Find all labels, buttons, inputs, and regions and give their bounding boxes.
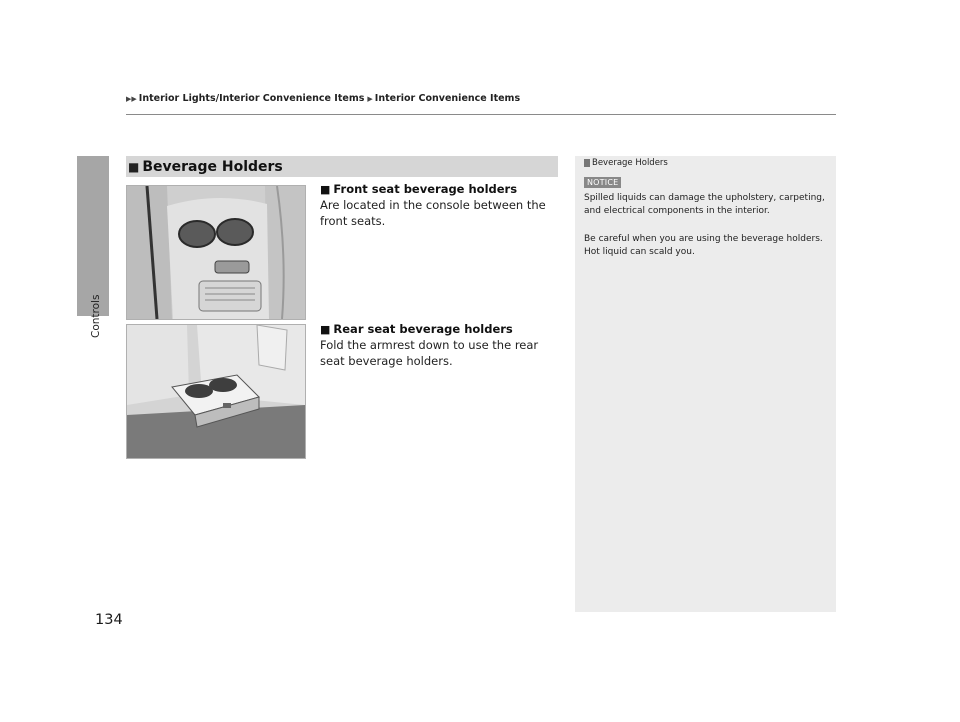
notice-text: Spilled liquids can damage the upholstery, carpeting, and electrical components in the interior. xyxy=(584,193,825,216)
breadcrumb-arrow-icon: ▶ xyxy=(367,94,373,103)
square-bullet-icon: ■ xyxy=(128,159,140,174)
subsection-heading: Front seat beverage holders xyxy=(333,182,518,196)
front-beverage-holders-section xyxy=(320,182,560,229)
section-heading-bar xyxy=(126,156,558,177)
caution-text: Be careful when you are using the beverage holders. Hot liquid can scald you. xyxy=(584,234,823,257)
subsection-heading: Rear seat beverage holders xyxy=(333,322,513,336)
notice-badge: NOTICE xyxy=(584,177,621,188)
header-divider xyxy=(126,114,836,115)
reference-marker-icon xyxy=(584,159,590,167)
section-title: Beverage Holders xyxy=(142,158,283,175)
breadcrumb-item-interior-lights[interactable]: Interior Lights/Interior Convenience Items xyxy=(138,93,365,104)
side-tab-label: Controls xyxy=(90,294,102,338)
breadcrumb-arrow-icon: ▶▶ xyxy=(126,94,137,103)
square-bullet-icon: ■ xyxy=(320,322,331,336)
breadcrumb-item-convenience[interactable]: Interior Convenience Items xyxy=(374,93,521,104)
rear-armrest-illustration xyxy=(126,324,306,459)
rear-beverage-holders-section xyxy=(320,322,560,369)
sidebar-notes xyxy=(575,156,836,612)
page-number: 134 xyxy=(95,612,123,628)
square-bullet-icon: ■ xyxy=(320,182,331,196)
subsection-body: Are located in the console between the front seats. xyxy=(320,198,546,228)
subsection-body: Fold the armrest down to use the rear seat beverage holders. xyxy=(320,338,539,368)
breadcrumb xyxy=(126,93,523,104)
front-console-illustration xyxy=(126,185,306,320)
sidebar-heading: Beverage Holders xyxy=(584,158,668,168)
